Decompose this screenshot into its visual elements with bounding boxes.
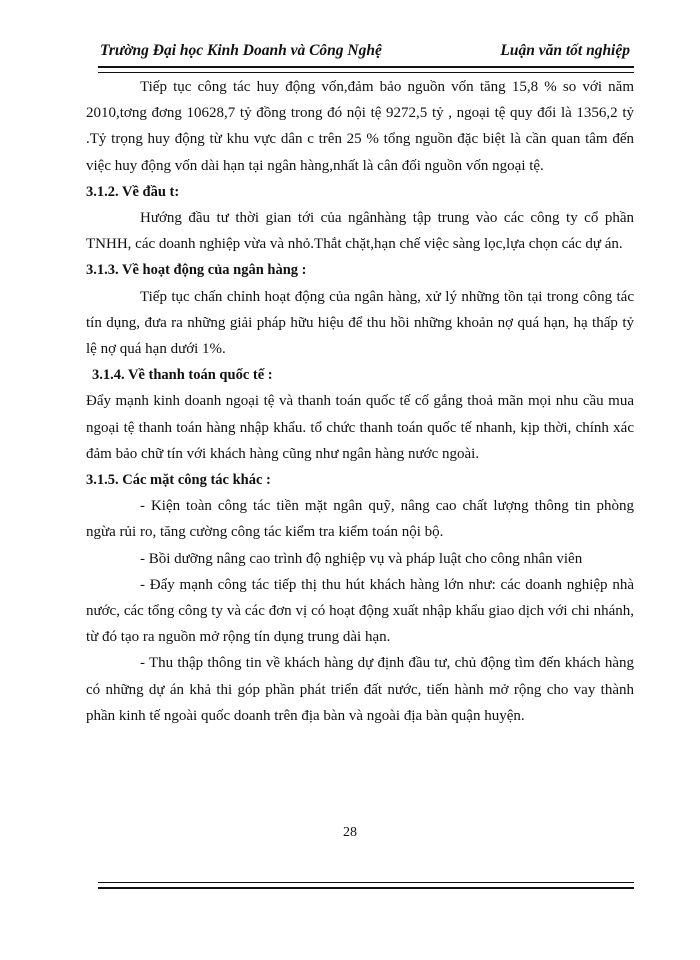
list-item: - Kiện toàn công tác tiền mặt ngân quỹ, nâng cao chất lượng thông tin phòng ngừa rủi ro, tăng cường công tác kiểm tra kiểm toán nội bộ. [86, 498, 634, 541]
paragraph-bank-operations: Tiếp tục chấn chỉnh hoạt động của ngân hàng, xử lý những tồn tại trong công tác tín dụng, đưa ra những giải pháp hữu hiệu để thu hồi những khoản nợ quá hạn, hạ thấp tỷ lệ nợ quá hạn dưới 1%. [86, 288, 634, 358]
heading-3-1-3: 3.1.3. Về hoạt động của ngân hàng : [86, 262, 307, 279]
header-thesis-label: Luận văn tốt nghiệp [500, 42, 630, 59]
paragraph-investment: Hướng đầu tư thời gian tới của ngânhàng tập trung vào các công ty cổ phần TNHH, các doanh nghiệp vừa và nhỏ.Thắt chặt,hạn chế việc sàng lọc,lựa chọn các dự án. [86, 210, 634, 253]
footer-rule [98, 882, 634, 889]
list-item: - Đẩy mạnh công tác tiếp thị thu hút khách hàng lớn như: các doanh nghiệp nhà nước, các tổng công ty và các đơn vị có hoạt động xuất nhập khẩu giao dịch với chi nhánh, từ đó tạo ra nguồn mở rộng tín dụng trung dài hạn. [86, 576, 634, 646]
header-university: Trường Đại học Kinh Doanh và Công Nghệ [100, 42, 382, 59]
paragraph-capital-mobilization: Tiếp tục công tác huy động vốn,đảm bảo nguồn vốn tăng 15,8 % so với năm 2010,tơng đơng 10628,7 tỷ đồng trong đó nội tệ 9272,5 tỷ , ngoại tệ quy đổi là 1356,2 tỷ .Tỷ trọng huy động từ khu vực dân c trên 25 % tổng nguồn đặc biệt là cần quan tâm đến việc huy động vốn dài hạn tại ngân hàng,nhất là cân đối nguồn vốn ngoại tệ. [86, 79, 634, 174]
page-header [100, 42, 630, 66]
page-body [86, 74, 634, 729]
header-rule [98, 66, 634, 73]
heading-3-1-2: 3.1.2. Về đầu t: [86, 183, 180, 200]
heading-3-1-4: 3.1.4. Về thanh toán quốc tế : [92, 367, 273, 384]
page-number: 28 [343, 825, 357, 840]
list-item: - Bồi dưỡng nâng cao trình độ nghiệp vụ và pháp luật cho công nhân viên [140, 550, 583, 567]
heading-3-1-5: 3.1.5. Các mặt công tác khác : [86, 472, 271, 489]
list-item: - Thu thập thông tin về khách hàng dự định đầu tư, chủ động tìm đến khách hàng có những dự án khả thi góp phần phát triển đất nước, tiến hành mở rộng cho vay thành phần kinh tế ngoài quốc doanh trên địa bàn và ngoài địa bàn quận huyện. [86, 655, 634, 724]
paragraph-international-payment: Đẩy mạnh kinh doanh ngoại tệ và thanh toán quốc tế cố gắng thoả mãn mọi nhu cầu mua ngoại tệ thanh toán hàng nhập khẩu. tổ chức thanh toán quốc tế nhanh, kịp thời, chính xác đảm bảo chữ tín với khách hàng cũng như ngân hàng nước ngoài. [86, 393, 634, 462]
